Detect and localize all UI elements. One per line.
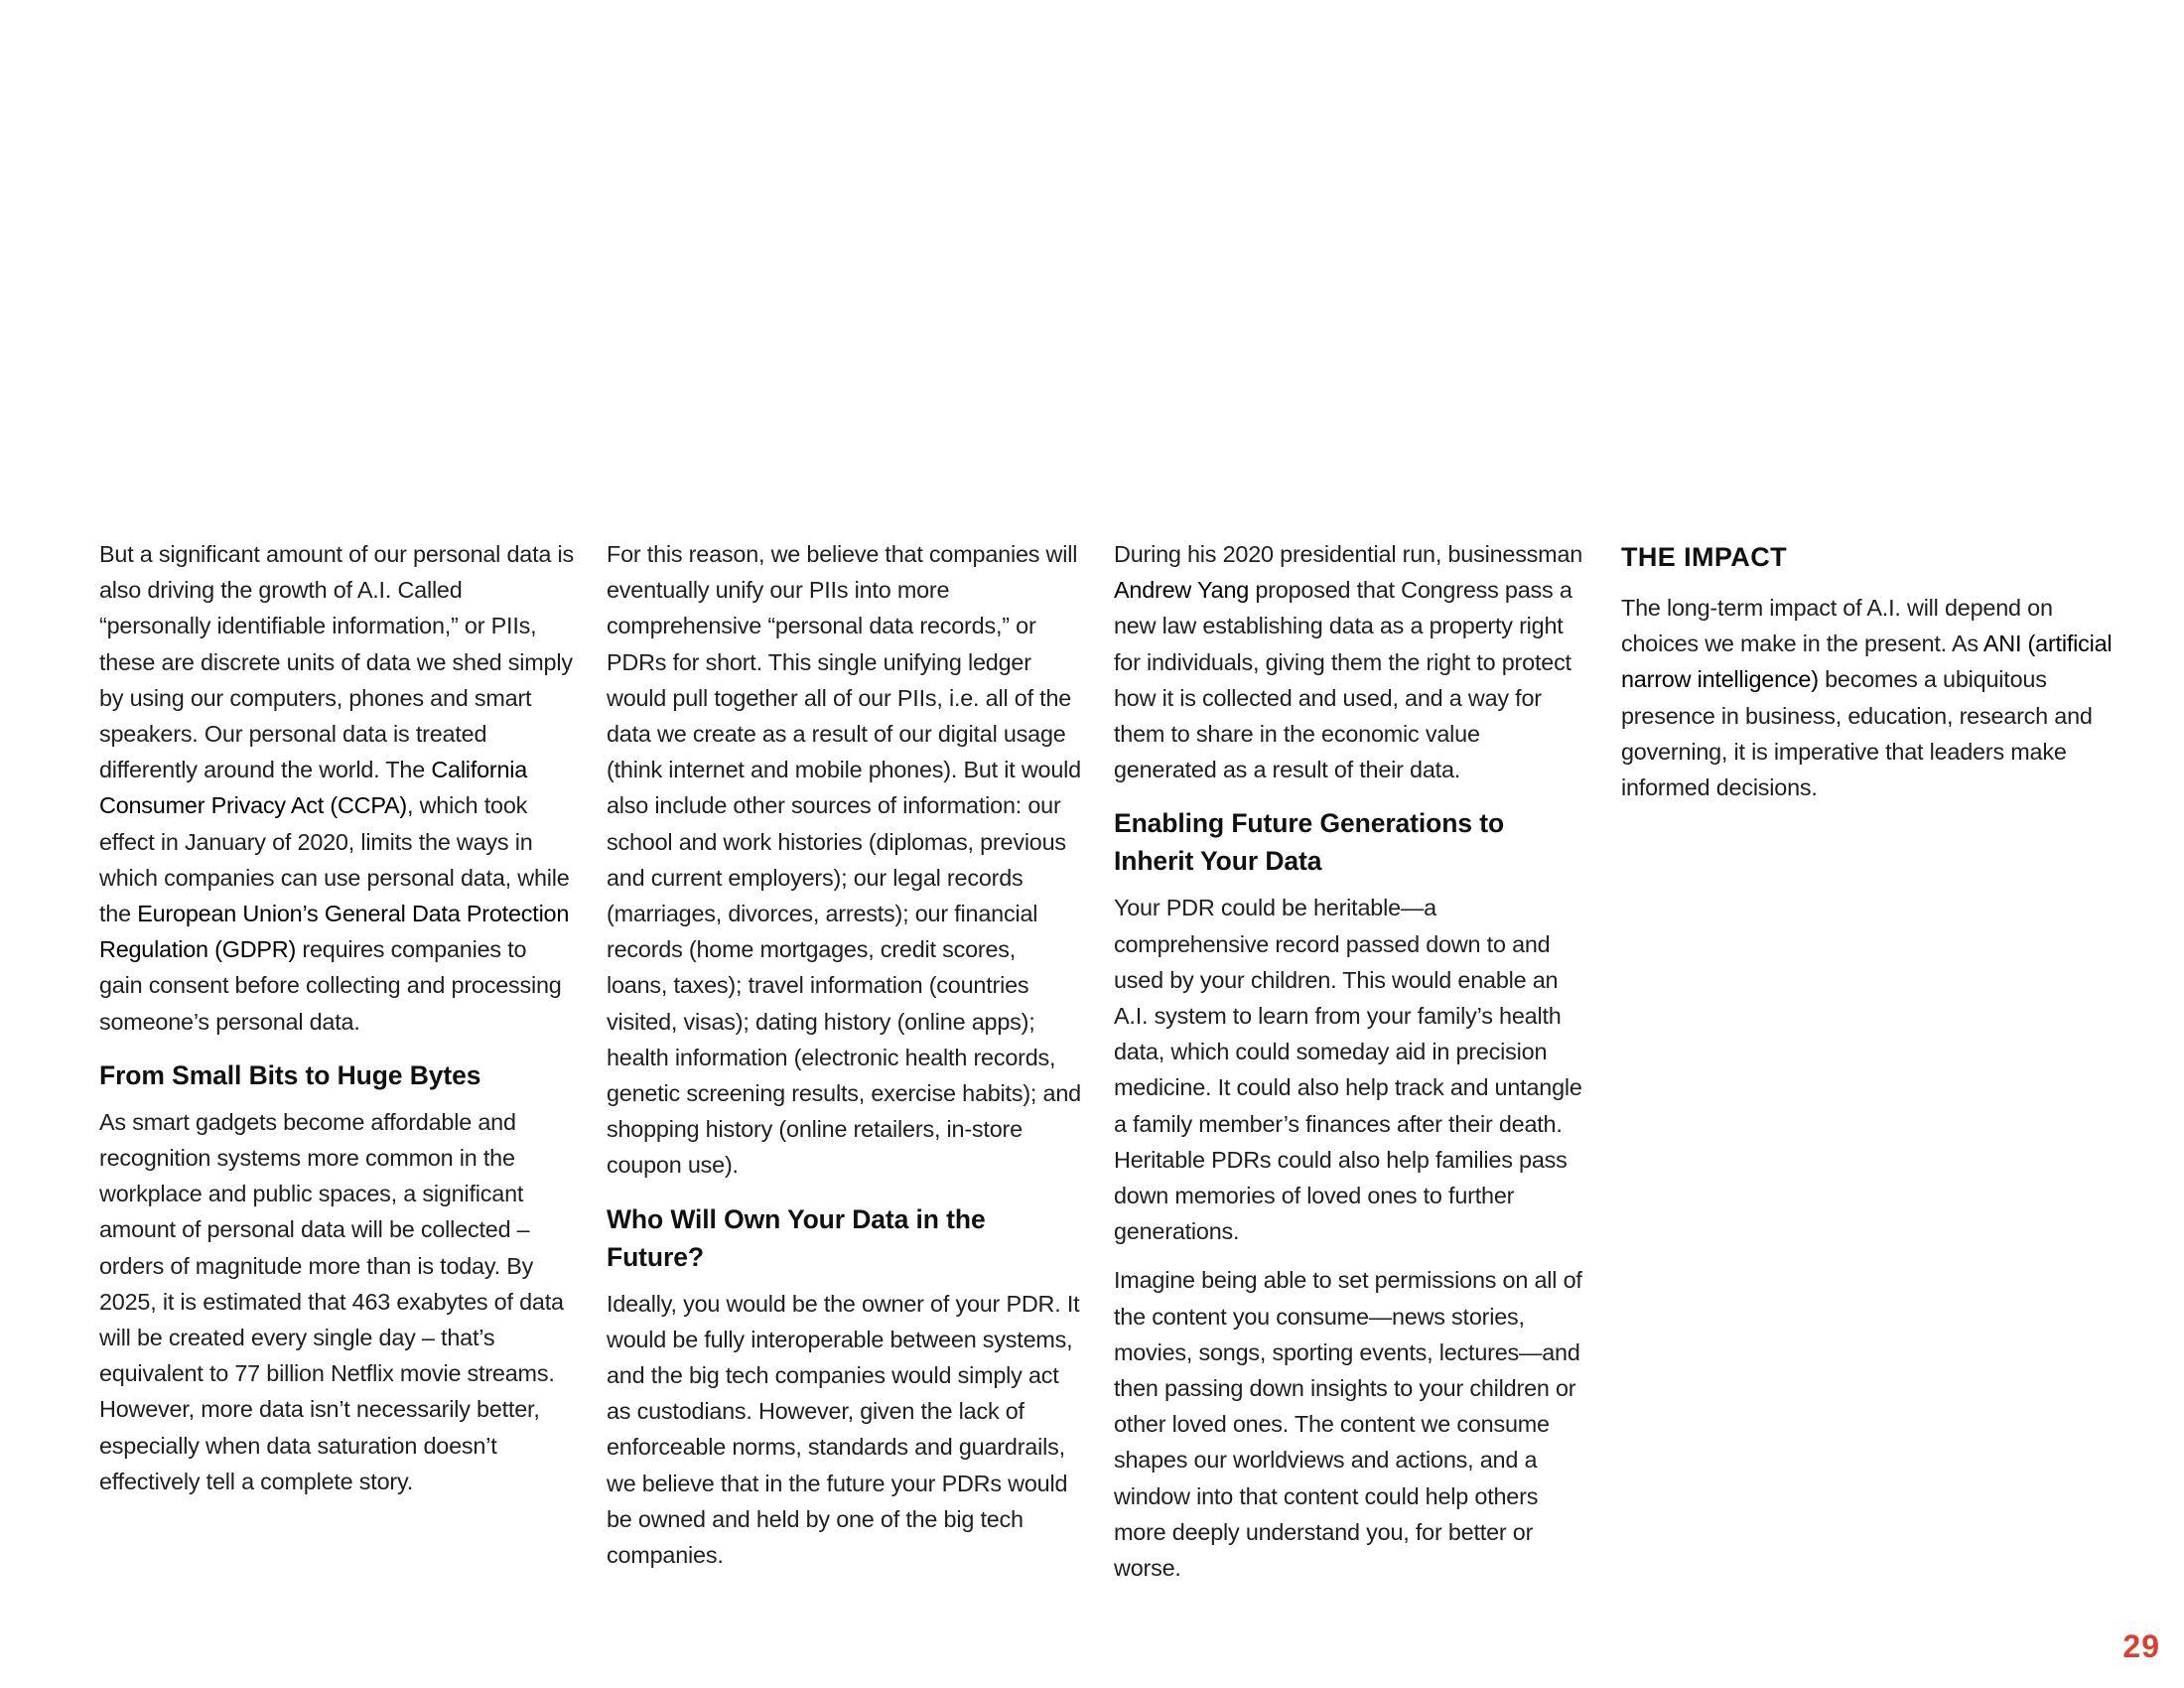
page-number: 29 [2122,1628,2160,1664]
ccpa-link[interactable]: California Consumer Privacy Act (CCPA) [99,757,528,819]
column-1 [99,536,574,1512]
heading-small-bits-huge-bytes: From Small Bits to Huge Bytes [99,1059,481,1090]
heading-the-impact: THE IMPACT [1621,542,1787,572]
column-3 [1114,536,1588,1599]
paragraph-smart-gadgets: As smart gadgets become affordable and recognition systems more common in the workplace and public spaces, a significant amount of personal data will be collected – orders of magnitude more than is today. By 2025, it is estimated that 463 exabytes of data will be created every single day – that’s equivalent to 77 billion Netflix movie streams. However, more data isn’t necessarily better, especially when data saturation doesn’t effectively tell a complete story. [99,1108,564,1494]
column-4 [1621,536,2117,818]
gdpr-link[interactable]: European Union’s General Data Protection Regulation (GDPR) [99,901,570,963]
ani-link[interactable]: ANI (artificial narrow intelligence) [1621,631,2113,693]
paragraph-personal-data: But a significant amount of our personal data is also driving the growth of A.I. Called “personally identifiable information,” or PIIs, these are discrete units of data we shed simply by using our computers, phones and smart speakers. Our personal data is treated differently around the world. The California Consumer Privacy Act (CCPA), which took effect in January of 2020, limits the ways in which companies can use personal data, while the European Union’s General Data Protection Regulation (GDPR) requires companies to gain consent before collecting and processing someone’s personal data. [99,541,574,1035]
andrew-yang-link[interactable]: Andrew Yang [1114,577,1250,604]
paragraph-permissions: Imagine being able to set permissions on all of the content you consume—news stories, movies, songs, sporting events, lectures—and then passing down insights to your children or other loved ones. The content we consume shapes our worldviews and actions, and a window into that content could help others more deeply understand you, for better or worse. [1114,1267,1582,1582]
paragraph-impact: The long-term impact of A.I. will depend on choices we make in the present. As ANI (artificial narrow intelligence) becomes a ubiquitous presence in business, education, research and governing, it is imperative that leaders make informed decisions. [1621,595,2113,801]
paragraph-heritable-pdr: Your PDR could be heritable—a comprehensive record passed down to and used by your children. This would enable an A.I. system to learn from your family’s health data, which could someday aid in precision medicine. It could also help track and untangle a family member’s finances after their death. Heritable PDRs could also help families pass down memories of loved ones to further generations. [1114,895,1582,1245]
paragraph-pdrs: For this reason, we believe that companies will eventually unify our PIIs into more comprehensive “personal data records,” or PDRs for short. This single unifying ledger would pull together all of our PIIs, i.e. all of the data we create as a result of our digital usage (think internet and mobile phones). But it would also include other sources of information: our school and work histories (diplomas, previous and current employers); our legal records (marriages, divorces, arrests); our financial records (home mortgages, credit scores, loans, taxes); travel information (countries visited, visas); dating history (online apps); health information (electronic health records, genetic screening results, exercise habits); and shopping history (online retailers, in-store coupon use). [607,541,1081,1179]
column-2 [607,536,1081,1586]
paragraph-andrew-yang: During his 2020 presidential run, businessman Andrew Yang proposed that Congress pass a new law establishing data as a property right for individuals, giving them the right to protect how it is collected and used, and a way for them to share in the economic value generated as a result of their data. [1114,541,1583,783]
heading-future-generations: Enabling Future Generations to Inherit Your Data [1114,808,1505,877]
paragraph-ownership: Ideally, you would be the owner of your PDR. It would be fully interoperable between systems, and the big tech companies would simply act as custodians. However, given the lack of enforceable norms, standards and guardrails, we believe that in the future your PDRs would be owned and held by one of the big tech companies. [607,1290,1080,1569]
heading-who-will-own-data: Who Will Own Your Data in the Future? [607,1203,986,1272]
